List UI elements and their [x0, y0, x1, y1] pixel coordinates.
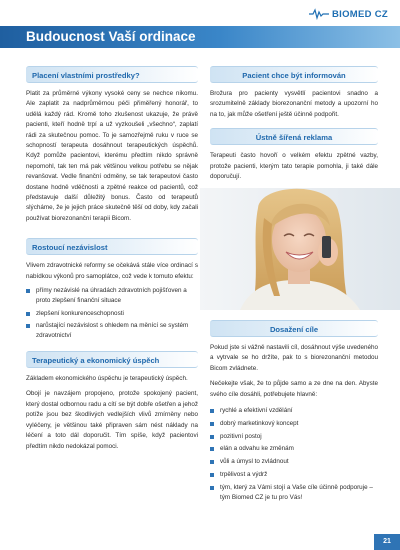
- list-item: rychlé a efektivní vzdělání: [210, 406, 378, 416]
- brand-name: BIOMED CZ: [331, 8, 388, 20]
- bullet-square-icon: [26, 324, 30, 328]
- list-item: dobrý marketinkový koncept: [210, 419, 378, 429]
- left-column: [26, 60, 198, 452]
- bullet-square-icon: [26, 312, 30, 316]
- top-bar: [0, 0, 400, 26]
- list-item: zlepšení konkurenceschopnosti: [26, 309, 198, 319]
- section-heading-goal: Dosažení cíle: [210, 320, 378, 337]
- bullet-square-icon: [210, 473, 214, 477]
- list-item: přímy nezávislé na úhradách zdravotních pojišťoven a proto zlepšení finanční situace: [26, 286, 198, 306]
- wave-logo-icon: [308, 8, 330, 20]
- photo-illustration: [200, 188, 400, 310]
- section-text-goal-1: Pokud jste si vážně nastavili cíl, dosáhnout výše uvedeného a vytrvale se ho držíte, pak to s biorezonanční metodou Bicom zvládnete.: [210, 344, 378, 372]
- section-text-success-2: Obojí je navzájem propojeno, protože spokojený pacient, který dostal odbornou radu a cítí se být dobře ošetřen a jehož potíže jsou bez škodlivých vedlejších vlivů zmírněny nebo vyléčeny, je většinou také připraven sám nést náklady na léčení a toto dál doporučit. Tím spíše, když pacientovi předtím nikdo nedokázal pomoci.: [26, 390, 198, 450]
- independence-list: [26, 286, 198, 341]
- right-column-lower: [210, 320, 378, 502]
- section-text-independence: Vlivem zdravotnické reformy se očekává stále více ordinací s nabídkou výkonů pro samoplátce, což vede k tomuto efektu:: [26, 262, 198, 280]
- brand-logo: [308, 8, 388, 20]
- list-item: elán a odvahu ke změnám: [210, 444, 378, 454]
- bullet-square-icon: [210, 435, 214, 439]
- section-text-goal-2: Nečekejte však, že to půjde samo a ze dne na den. Abyste svého cíle dosáhli, potřebujete hlavně:: [210, 380, 378, 398]
- bullet-square-icon: [26, 289, 30, 293]
- section-heading-success: Terapeutický a ekonomický úspěch: [26, 351, 198, 368]
- title-band: [0, 26, 400, 48]
- list-item: narůstající nezávislost s ohledem na měnící se systém zdravotnictví: [26, 321, 198, 341]
- section-text-word-of-mouth: Terapeuti často hovoří o velkém efektu zpětné vazby, protože pacienti, kterým tato terapie pomohla, ji také dále doporučují.: [210, 152, 378, 181]
- section-heading-word-of-mouth: Ústně šířená reklama: [210, 128, 378, 145]
- bullet-square-icon: [210, 422, 214, 426]
- list-item: trpělivost a výdrž: [210, 470, 378, 480]
- bullet-square-icon: [210, 447, 214, 451]
- section-text-payment: Platit za průměrné výkony vysoké ceny se nechce nikomu. Ale zaplatit za nadprůměrnou péči přiměřený honorář, to udělá každý rád. Kromě toho zkušenost ukazuje, že právě pacienti, kteří hodně trpí a už vyzkoušeli „všechno“, zaplatí rádi za skutečnou pomoc. To je samozřejmě ruku v ruce se schopností terapeuta dosáhnout terapeutických úspěchů. Když pomůže pacientovi, kterému předtím nikdo správně nepomohl, tak ten má pak většinou velkou potřebu se nějak revanšovat. Vedle finanční odměny, se tak terapeutovi často dostane hodně vděčnosti a zpětné reakce od pacientů, což představuje další důležitý bonus. Často od terapeutů slýcháme, že je jejich práce skutečně těší od doby, kdy začali používat biorezonanční terapii Bicom.: [26, 90, 198, 222]
- bullet-square-icon: [210, 460, 214, 464]
- section-heading-independence: Rostoucí nezávislost: [26, 238, 198, 255]
- right-column: [210, 60, 378, 182]
- page-title: Budoucnost Vaší ordinace: [26, 29, 196, 44]
- goal-list: [210, 406, 378, 502]
- section-text-success-1: Základem ekonomického úspěchu je terapeutický úspěch.: [26, 375, 188, 383]
- section-heading-payment: Placení vlastními prostředky?: [26, 66, 198, 83]
- section-heading-informed: Pacient chce být informován: [210, 66, 378, 83]
- section-text-informed: Brožura pro pacienty vysvětlí pacientovi snadno a srozumitelně základy biorezonanční metody a upozorní ho na to, jak může ošetření ještě účinně podpořit.: [210, 90, 378, 118]
- list-item: pozitivní postoj: [210, 432, 378, 442]
- list-item: vůli a úmysl to zvládnout: [210, 457, 378, 467]
- list-item: tým, který za Vámi stojí a Vaše cíle účinně podporuje – tým Biomed CZ je tu pro Vás!: [210, 483, 378, 503]
- page-number: 21: [374, 534, 400, 550]
- woman-on-phone-photo: [200, 188, 400, 310]
- bullet-square-icon: [210, 409, 214, 413]
- bullet-square-icon: [210, 486, 214, 490]
